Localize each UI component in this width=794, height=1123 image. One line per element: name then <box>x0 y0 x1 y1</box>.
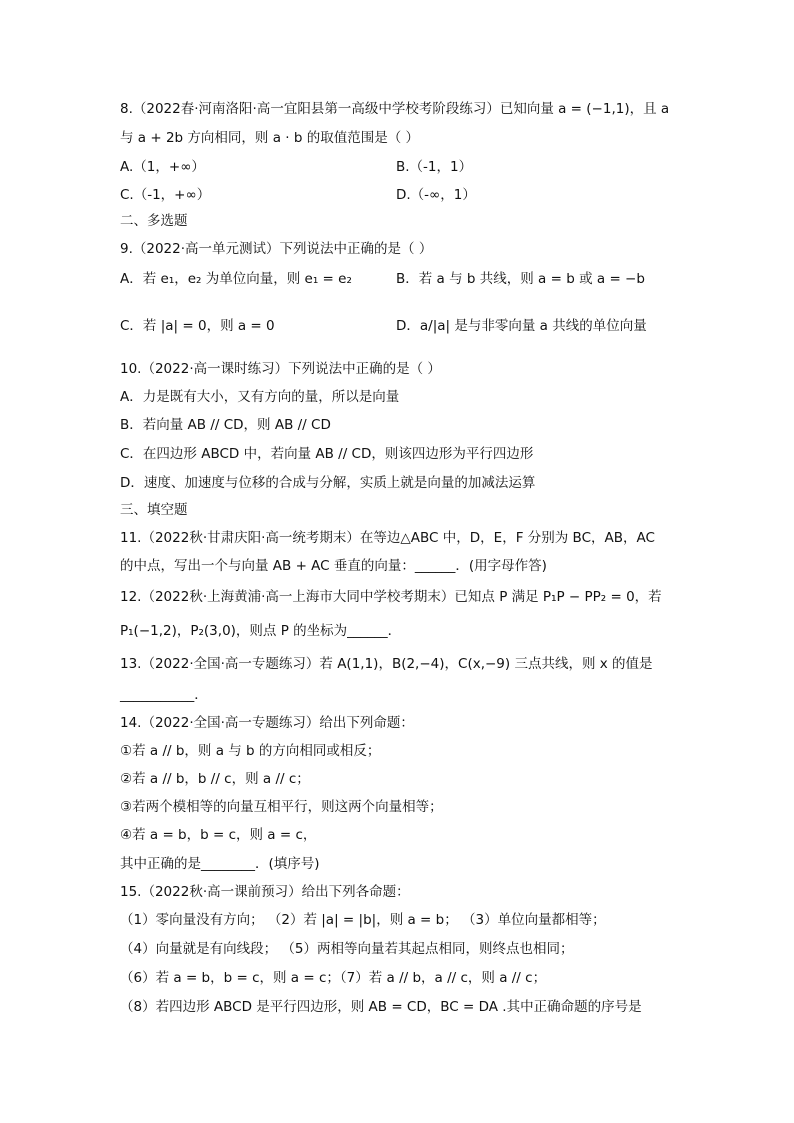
q15-line-2: （4）向量就是有向线段； （5）两相等向量若其起点相同，则终点也相同； <box>120 941 574 957</box>
q10-option-d: D．速度、加速度与位移的合成与分解，实质上就是向量的加减法运算 <box>120 475 536 491</box>
q9-option-b: B．若 a 与 b 共线，则 a = b 或 a = −b <box>396 271 645 287</box>
q14-item-4: ④若 a = b，b = c，则 a = c， <box>120 827 317 843</box>
section-fill-blank-heading: 三、填空题 <box>120 502 188 518</box>
q9-option-c: C．若 |a| = 0，则 a = 0 <box>120 318 275 334</box>
q14-stem: 14.（2022·全国·高一专题练习）给出下列命题： <box>120 715 414 731</box>
q12-line2: P₁(−1,2)，P₂(3,0)，则点 P 的坐标为______． <box>120 623 402 639</box>
q10-option-b: B．若向量 AB // CD，则 AB // CD <box>120 417 331 433</box>
q8-option-b: B.（-1，1） <box>396 159 473 175</box>
q14-item-3: ③若两个模相等的向量互相平行，则这两个向量相等； <box>120 799 443 815</box>
q12-line1: 12.（2022秋·上海黄浦·高一上海市大同中学校考期末）已知点 P 满足 P₁P − PP₂ = 0，若 <box>120 589 662 605</box>
q8-option-d: D.（-∞，1） <box>396 187 476 203</box>
q8-line1: 8.（2022春·河南洛阳·高一宜阳县第一高级中学校考阶段练习）已知向量 a = (−1,1)，且 a <box>120 101 670 117</box>
q13-line1: 13.（2022·全国·高一专题练习）若 A(1,1)，B(2,−4)，C(x,−9) 三点共线，则 x 的值是 <box>120 656 653 672</box>
q11-line1: 11.（2022秋·甘肃庆阳·高一统考期末）在等边△ABC 中，D，E，F 分别为 BC，AB，AC <box>120 530 655 546</box>
q8-option-a: A.（1，+∞） <box>120 159 205 175</box>
q15-line-1: （1）零向量没有方向； （2）若 |a| = |b|，则 a = b； （3）单位向量都相等； <box>120 912 606 928</box>
section-multiple-choice-heading: 二、多选题 <box>120 213 188 229</box>
q9-stem: 9.（2022·高一单元测试）下列说法中正确的是（ ） <box>120 241 433 257</box>
q14-tail: 其中正确的是________．(填序号) <box>120 856 320 872</box>
q15-line-3: （6）若 a = b，b = c，则 a = c；（7）若 a // b，a // c，则 a // c； <box>120 970 547 986</box>
q9-option-d: D．a/|a| 是与非零向量 a 共线的单位向量 <box>396 318 647 334</box>
q13-line2: ___________． <box>120 687 208 703</box>
q8-option-c: C.（-1，+∞） <box>120 187 211 203</box>
q15-line-4: （8）若四边形 ABCD 是平行四边形，则 AB = CD，BC = DA .其中正确命题的序号是 <box>120 999 642 1015</box>
q8-line2: 与 a + 2b 方向相同，则 a · b 的取值范围是（ ） <box>120 130 419 146</box>
q11-line2: 的中点，写出一个与向量 AB + AC 垂直的向量：______．(用字母作答) <box>120 558 547 574</box>
q10-option-c: C．在四边形 ABCD 中，若向量 AB // CD，则该四边形为平行四边形 <box>120 446 534 462</box>
q10-option-a: A．力是既有大小，又有方向的量，所以是向量 <box>120 389 400 405</box>
q9-option-a: A．若 e₁，e₂ 为单位向量，则 e₁ = e₂ <box>120 271 352 287</box>
q14-item-2: ②若 a // b，b // c，则 a // c； <box>120 771 310 787</box>
q10-stem: 10.（2022·高一课时练习）下列说法中正确的是（ ） <box>120 361 441 377</box>
q15-stem: 15.（2022秋·高一课前预习）给出下列各命题： <box>120 884 410 900</box>
q14-item-1: ①若 a // b，则 a 与 b 的方向相同或相反； <box>120 743 381 759</box>
